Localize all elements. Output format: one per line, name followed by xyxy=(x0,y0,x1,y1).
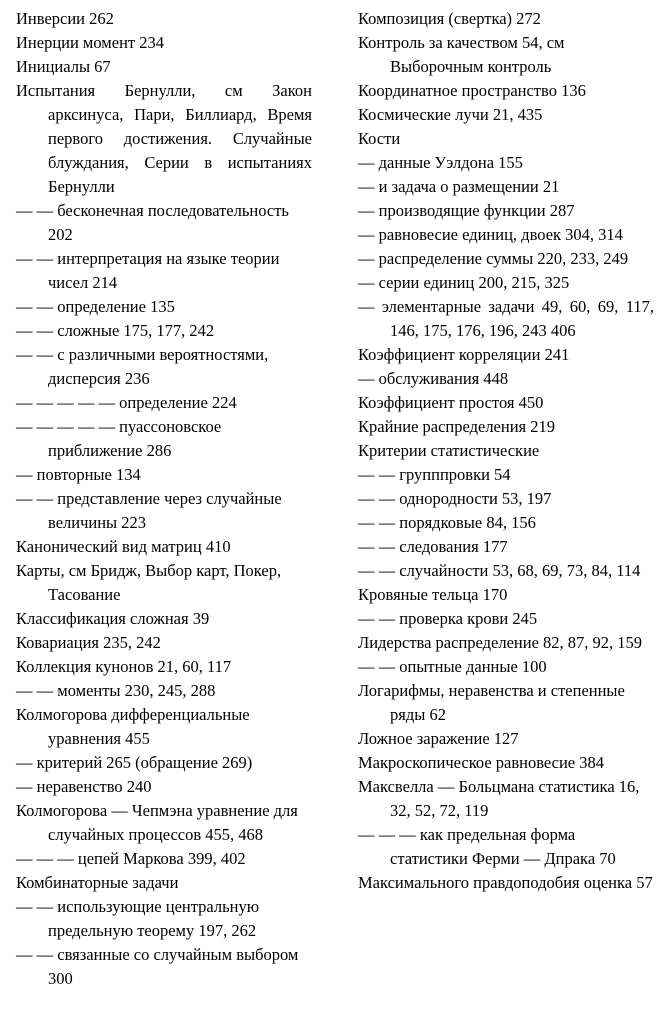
index-entry: Колмогорова дифференциальные уравнения 455 xyxy=(16,705,250,748)
index-entry: — — однородности 53, 197 xyxy=(358,489,552,508)
index-entry: — — — как предельная форма статистики Ферми — Дпрака 70 xyxy=(358,825,616,868)
index-entry: Ковариация 235, 242 xyxy=(16,633,161,652)
index-entry: — — — — — пуассоновское приближение 286 xyxy=(16,417,222,460)
index-entry: — — связанные со случайным выбором 300 xyxy=(16,945,299,988)
index-entry: — и задача о размещении 21 xyxy=(358,177,560,196)
index-entry: Критерии статистические xyxy=(358,441,540,460)
index-entry: — равновесие единиц, двоек 304, 314 xyxy=(358,225,623,244)
index-entry: — — моменты 230, 245, 288 xyxy=(16,681,216,700)
index-entry: Классификация сложная 39 xyxy=(16,609,210,628)
index-entry: Логарифмы, неравенства и степенные ряды 62 xyxy=(358,681,625,724)
index-entry: Лидерства распределение 82, 87, 92, 159 xyxy=(358,633,643,652)
index-entry: — — — цепей Маркова 399, 402 xyxy=(16,849,246,868)
index-entry: — критерий 265 (обращение 269) xyxy=(16,753,253,772)
index-entry: Комбинаторные задачи xyxy=(16,873,179,892)
index-entry: — — с различными вероятностями, дисперсия 236 xyxy=(16,345,269,388)
index-entry: Максвелла — Больцмана статистика 16, 32, 52, 72, 119 xyxy=(358,777,640,820)
index-entry: — — — — — определение 224 xyxy=(16,393,237,412)
index-entry: Колмогорова — Чепмэна уравнение для случайных процессов 455, 468 xyxy=(16,801,298,844)
index-entry: Крайние распределения 219 xyxy=(358,417,556,436)
index-entry: — — следования 177 xyxy=(358,537,508,556)
index-entry: — — интерпретация на языке теории чисел 214 xyxy=(16,249,280,292)
index-entry: Коэффициент корреляции 241 xyxy=(358,345,570,364)
index-column-left xyxy=(16,7,312,991)
index-entry: — — случайности 53, 68, 69, 73, 84, 114 xyxy=(358,561,641,580)
index-entry: — серии единиц 200, 215, 325 xyxy=(358,273,570,292)
index-entry: Инерции момент 234 xyxy=(16,33,164,52)
index-entry: Инверсии 262 xyxy=(16,9,114,28)
index-entry: Испытания Бернулли, см Закон арксинуса, Пари, Биллиард, Время первого достижения. Случайные блуждания, Серии в испытаниях Бернулли xyxy=(16,81,312,196)
index-entry: — — бесконечная последовательность 202 xyxy=(16,201,289,244)
index-entry: Космические лучи 21, 435 xyxy=(358,105,543,124)
index-entry: Макроскопическое равновесие 384 xyxy=(358,753,604,772)
index-entry: Коллекция кунонов 21, 60, 117 xyxy=(16,657,232,676)
index-entry: — обслуживания 448 xyxy=(358,369,509,388)
index-entry: — — порядковые 84, 156 xyxy=(358,513,536,532)
index-entry: — данные Уэлдона 155 xyxy=(358,153,523,172)
index-entry: — элементарные задачи 49, 60, 69, 117, 146, 175, 176, 196, 243 406 xyxy=(358,297,654,340)
index-entry: — — проверка крови 245 xyxy=(358,609,538,628)
index-entry: Кровяные тельца 170 xyxy=(358,585,508,604)
index-entry: — — определение 135 xyxy=(16,297,175,316)
index-entry: Контроль за качеством 54, см Выборочным контроль xyxy=(358,33,565,76)
index-entry: Инициалы 67 xyxy=(16,57,111,76)
index-entry: Кости xyxy=(358,129,401,148)
index-entry: Канонический вид матриц 410 xyxy=(16,537,231,556)
index-entry: Координатное пространство 136 xyxy=(358,81,586,100)
index-entry: — — использующие центральную предельную теорему 197, 262 xyxy=(16,897,260,940)
index-entry: — повторные 134 xyxy=(16,465,141,484)
index-entry: — — групппровки 54 xyxy=(358,465,511,484)
index-entry: — неравенство 240 xyxy=(16,777,152,796)
index-entry: — производящие функции 287 xyxy=(358,201,575,220)
index-entry: Карты, см Бридж, Выбор карт, Покер, Тасование xyxy=(16,561,282,604)
index-column-right xyxy=(358,7,654,895)
index-entry: — — опытные данные 100 xyxy=(358,657,547,676)
index-entry: Ложное заражение 127 xyxy=(358,729,519,748)
index-entry: Максимального правдоподобия оценка 57 xyxy=(358,873,653,892)
index-entry: — распределение суммы 220, 233, 249 xyxy=(358,249,629,268)
index-entry: — — сложные 175, 177, 242 xyxy=(16,321,215,340)
index-entry: — — представление через случайные величины 223 xyxy=(16,489,282,532)
index-entry: Композиция (свертка) 272 xyxy=(358,9,541,28)
index-entry: Коэффициент простоя 450 xyxy=(358,393,544,412)
